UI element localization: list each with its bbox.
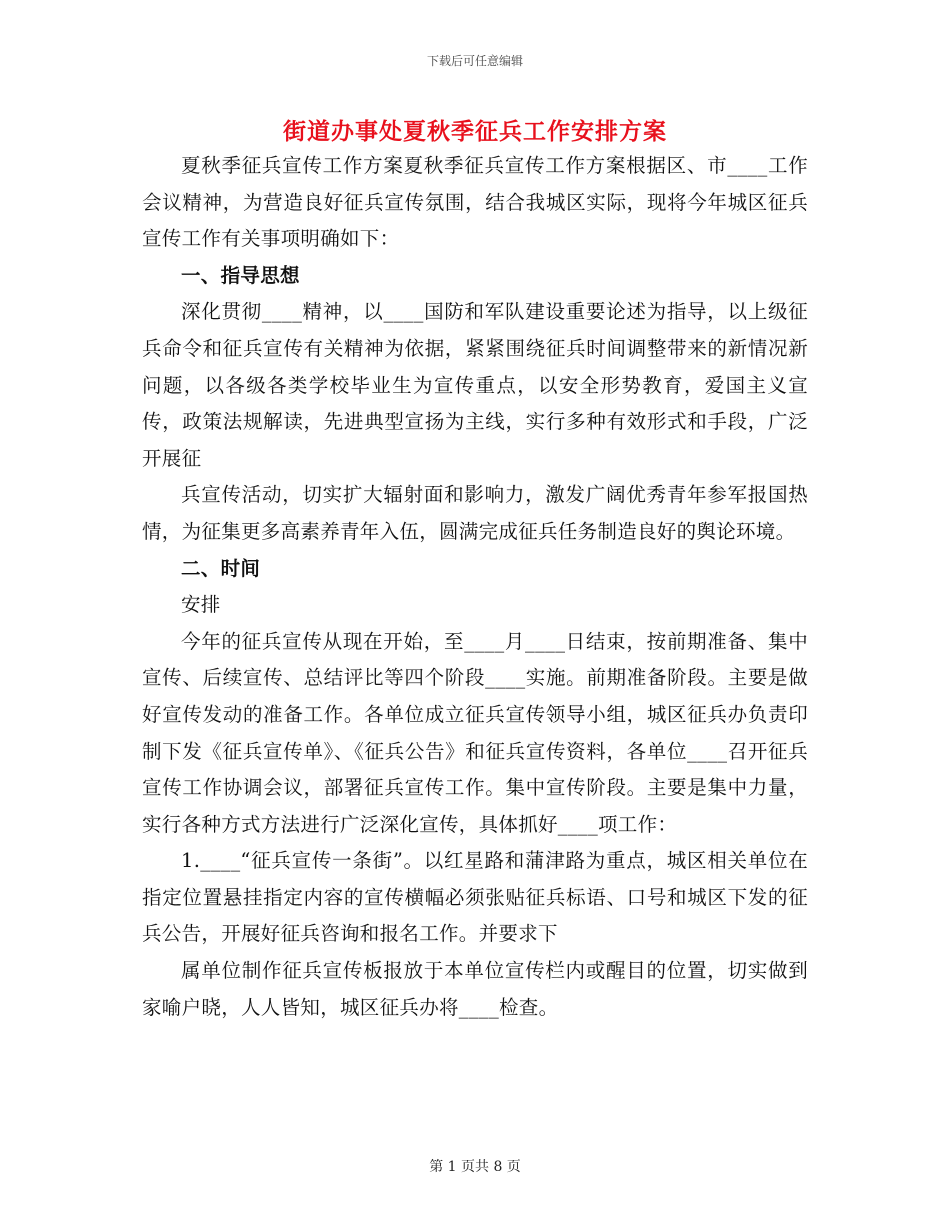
list-item-paragraph: 1.____“征兵宣传一条街”。以红星路和蒲津路为重点，城区相关单位在指定位置悬挂指定内容的宣传横幅必须张贴征兵标语、口号和城区下发的征兵公告，开展好征兵咨询和报名工作。并要求下 (142, 849, 808, 946)
body-paragraph: 安排 (181, 593, 221, 617)
page-footer-page-number: 第 1 页共 8 页 (429, 1159, 521, 1175)
body-paragraph: 属单位制作征兵宣传板报放于本单位宣传栏内或醒目的位置，切实做到家喻户晓，人人皆知，城区征兵办将____检查。 (142, 959, 808, 1019)
body-paragraph: 深化贯彻____精神，以____国防和军队建设重要论述为指导，以上级征兵命令和征兵宣传有关精神为依据，紧紧围绕征兵时间调整带来的新情况新问题，以各级各类学校毕业生为宣传重点，以安全形势教育，爱国主义宣传，政策法规解读，先进典型宣扬为主线，实行多种有效形式和手段，广泛开展征 (142, 300, 808, 470)
section-heading-guiding-ideology: 一、指导思想 (181, 263, 300, 287)
body-paragraph: 兵宣传活动，切实扩大辐射面和影响力，激发广阔优秀青年参军报国热情，为征集更多高素养青年入伍，圆满完成征兵任务制造良好的舆论环境。 (142, 483, 808, 543)
section-heading-time: 二、时间 (181, 556, 261, 580)
document-title: 街道办事处夏秋季征兵工作安排方案 (283, 118, 667, 145)
document-body (142, 148, 808, 1026)
page-header-note: 下载后可任意编辑 (426, 54, 523, 68)
intro-paragraph: 夏秋季征兵宣传工作方案夏秋季征兵宣传工作方案根据区、市____工作会议精神，为营造良好征兵宣传氛围，结合我城区实际，现将今年城区征兵宣传工作有关事项明确如下： (142, 154, 808, 251)
body-paragraph: 今年的征兵宣传从现在开始，至____月____日结束，按前期准备、集中宣传、后续宣传、总结评比等四个阶段____实施。前期准备阶段。主要是做好宣传发动的准备工作。各单位成立征兵宣传领导小组，城区征兵办负责印制下发《征兵宣传单》、《征兵公告》和征兵宣传资料，各单位____召开征兵宣传工作协调会议，部署征兵宣传工作。集中宣传阶段。主要是集中力量，实行各种方式方法进行广泛深化宣传，具体抓好____项工作： (142, 629, 808, 836)
